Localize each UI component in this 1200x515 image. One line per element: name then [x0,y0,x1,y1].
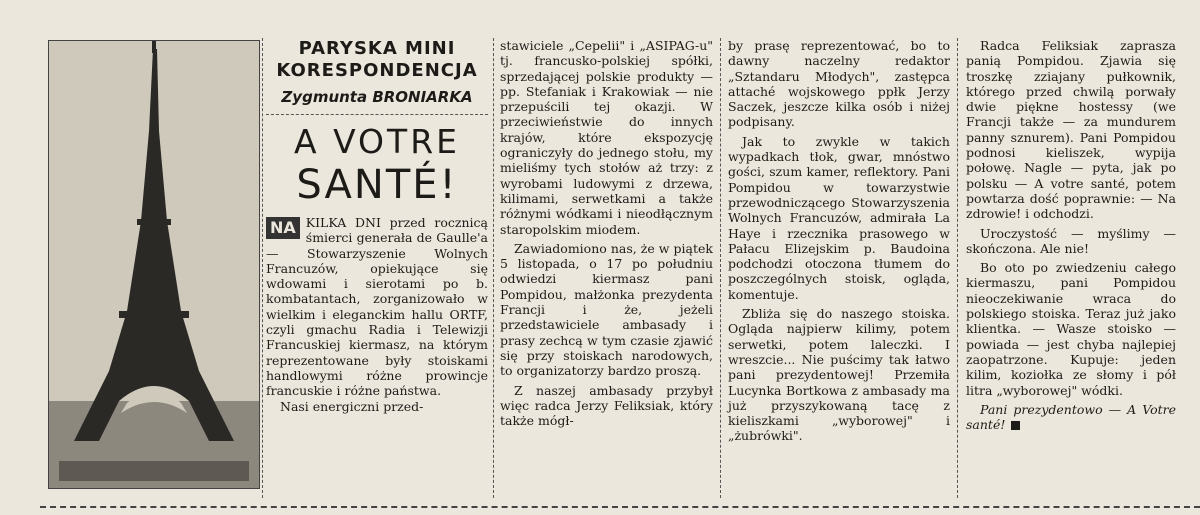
column-divider [493,38,494,498]
paragraph: Zawiadomiono nas, że w piątek 5 listopada, o 17 po południu odwiedzi kiermasz pani Pompidou, małżonka prezydenta Francji i że, jeżeli przedstawiciele ambasady i prasy zechcą w tym czasie zjawić się przy stoiskach narodowych, to organizatorzy bardzo proszą. [500,240,713,379]
eiffel-tower-icon [49,41,259,488]
eiffel-tower-photo [48,40,260,489]
drop-cap: NA [266,217,300,239]
closing-text: Pani prezydentowo — A Votre santé! [966,401,1176,433]
paragraph: by prasę reprezentować, bo to dawny naczelny redaktor „Sztandaru Młodych", zastępca attaché wojskowego ppłk Jerzy Saczek, jeszcze kilka osób i niżej podpisany. [728,38,950,130]
paragraph: Zbliża się do naszego stoiska. Ogląda najpierw kilimy, potem serwetki, potem laleczki. I wreszcie... Nie puścimy tak łatwo pani prezydentowej! Przemiła Lucynka Bortkowa z ambasady ma już przyszykowaną tacę z kieliszkami „wyborowej" i „żubrówki". [728,306,950,444]
closing-paragraph [966,402,1176,433]
paragraph: Radca Feliksiak zaprasza panią Pompidou. Zjawia się troszkę zziajany pułkownik, którego przed chwilą porwały dwie piękne hostessy (we Francji także — za mundurem panny sznurem). Pani Pompidou podnosi kieliszek, wypija połowę. Nagle — pyta, jak po polsku — A votre santé, potem powtarza dość poprawnie: — Na zdrowie! i odchodzi. [966,38,1176,222]
article-column-2 [728,38,950,448]
bottom-rule [40,506,1200,508]
column-divider [720,38,721,498]
section-kicker: PARYSKA MINI KORESPONDENCJA [276,38,478,81]
paragraph: Z naszej ambasady przybył więc radca Jerzy Feliksiak, który także mógł- [500,382,713,429]
lead-paragraph [266,215,488,414]
article-column-1 [500,38,713,432]
paragraph: stawiciele „Cepelii" i „ASIPAG-u" tj. francusko-polskiej spółki, sprzedającej polskie produkty — pp. Stefaniak i Krakowiak — nie przepuścili tej okazji. W przeciwieństwie do innych krajów, które ekspozycję ograniczyły do jednego stołu, my mieliśmy tych stołów aż trzy: z wyrobami ludowymi z drzewa, kilimami, serwetkami a także różnymi wódkami i nieodłącznym staropolskim miodem. [500,38,713,237]
divider [266,114,488,115]
lead-text: KILKA DNI przed rocznicą śmierci generała de Gaulle'a — Stowarzyszenie Wolnych Francuzów, opiekujące się wdowami i sierotami po b. kombatantach, zorganizowało w wielkim i eleganckim hallu ORTF, czyli gmachu Radia i Telewizji Francuskiej kiermasz, na którym reprezentowane były stoiskami handlowymi różne prowincje francuskie i różne państwa. [266,215,488,399]
article-title-line2: SANTÉ! [296,162,458,208]
column-divider [957,38,958,498]
paragraph: Uroczystość — myślimy — skończona. Ale nie! [966,225,1176,256]
article-title-line1: A VOTRE [294,122,460,161]
article-column-3 [966,38,1176,436]
author-byline: Zygmunta BRONIARKA [281,88,473,106]
lead-continuation: Nasi energiczni przed- [280,398,424,414]
headline-column [266,38,488,414]
paragraph: Bo oto po zwiedzeniu całego kiermaszu, pani Pompidou nieoczekiwanie wraca do polskiego stoiska. Teraz już jako klientka. — Wasze stoisko — powiada — jest chyba najlepiej zaopatrzone. Kupuje: jeden kilim, koziołka ze słomy i pół litra „wyborowej" wódki. [966,260,1176,398]
end-mark-icon [1011,421,1020,430]
column-divider [262,38,263,498]
paragraph: Jak to zwykle w takich wypadkach tłok, gwar, mnóstwo gości, szum kamer, reflektory. Pani Pompidou w towarzystwie przewodniczącego Stowarzyszenia Wolnych Francuzów, admirała La Haye i rzecznika prasowego w Pałacu Elizejskim p. Baudoina podchodzi otoczona tłumem do poszczególnych stoisk, ogląda, komentuje. [728,133,950,302]
